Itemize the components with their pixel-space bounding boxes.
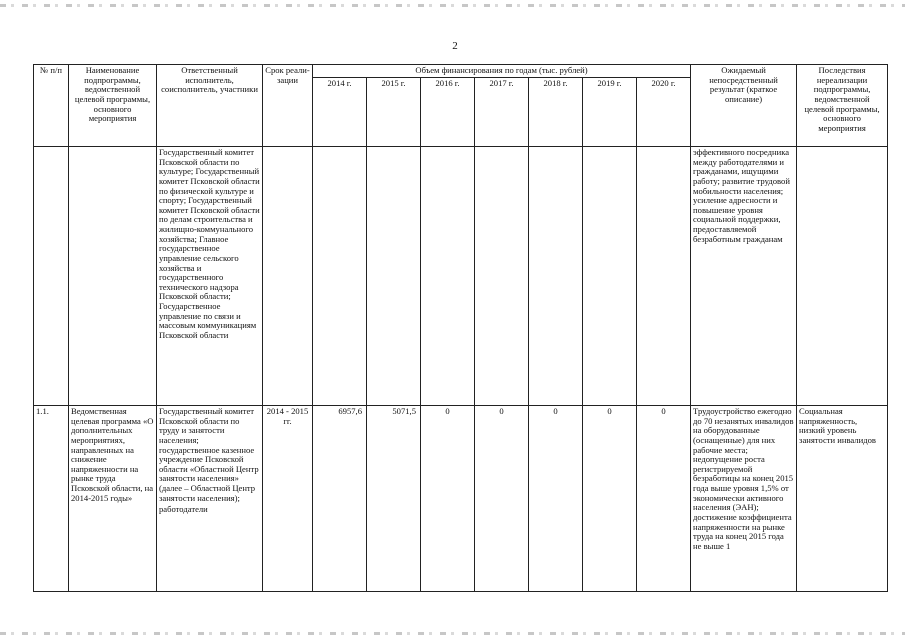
page-number: 2 (452, 40, 458, 52)
header-year: 2017 г. (475, 78, 529, 147)
cell-value (583, 147, 637, 406)
scan-edge-bottom (0, 632, 905, 635)
cell-value-2018: 0 (529, 406, 583, 592)
cell-consequences: Социальная напряженность, низкий уровень занятости инвалидов (797, 406, 888, 592)
cell-responsible (157, 406, 263, 592)
header-consequences: Последствия нереализации подпрограммы, ведомственной целевой программы, основного мероприятия (797, 65, 888, 147)
cell-num (34, 147, 69, 406)
scan-edge-top (0, 4, 905, 7)
cell-value-2017: 0 (475, 406, 529, 592)
cell-value (367, 147, 421, 406)
responsible-main: Государственный комитет Псковской области по труду и занятости населения; государственное казенное учреждение Псковской области «Областной Центр занятости населения» (далее – Областной Центр занятости населения); (159, 406, 259, 503)
header-term: Срок реали-зации (263, 65, 313, 147)
cell-value-2015: 5071,5 (367, 406, 421, 592)
financing-table (33, 64, 888, 592)
cell-num: 1.1. (34, 406, 69, 592)
header-year: 2018 г. (529, 78, 583, 147)
cell-term: 2014 - 2015 гг. (263, 406, 313, 592)
cell-value (637, 147, 691, 406)
cell-value-2019: 0 (583, 406, 637, 592)
cell-value (475, 147, 529, 406)
cell-responsible: Государственный комитет Псковской области по культуре; Государственный комитет Псковской области по физической культуре и спорту; Государственный комитет Псковской области по делам строительства и жилищно-коммунального хозяйства; Главное государственное управление сельского хозяйства и государственного технического надзора Псковской области; Государственное управление по связи и массовым коммуникациям Псковской области (157, 147, 263, 406)
header-year: 2016 г. (421, 78, 475, 147)
table-row-1-1 (34, 406, 888, 592)
cell-value-2020: 0 (637, 406, 691, 592)
header-responsible: Ответственный исполнитель, соисполнитель, участники (157, 65, 263, 147)
header-financing: Объем финансирования по годам (тыс. рублей) (313, 65, 691, 78)
table-row-continuation (34, 147, 888, 406)
cell-expected: Трудоустройство ежегодно до 70 незанятых инвалидов на оборудованные (оснащенные) для них рабочие места; недопущение роста регистрируемой безработицы на конец 2015 года выше уровня 1,5% от экономически активного населения (ЭАН); достижение коэффициента напряженности на рынке труда на конец 2015 года не выше 1 (691, 406, 797, 592)
header-expected: Ожидаемый непосредственный результат (краткое описание) (691, 65, 797, 147)
cell-expected: эффективного посредника между работодателями и гражданами, ищущими работу; развитие трудовой мобильности населения; усиление адресности и повышение уровня социальной поддержки, предоставляемой безработным гражданам (691, 147, 797, 406)
cell-term (263, 147, 313, 406)
cell-consequences (797, 147, 888, 406)
cell-value (421, 147, 475, 406)
cell-value-2016: 0 (421, 406, 475, 592)
cell-value-2014: 6957,6 (313, 406, 367, 592)
header-name: Наименование подпрограммы, ведомственной целевой программы, основного мероприятия (69, 65, 157, 147)
responsible-extra: работодатели (159, 504, 208, 515)
header-year: 2019 г. (583, 78, 637, 147)
header-year: 2014 г. (313, 78, 367, 147)
header-year: 2020 г. (637, 78, 691, 147)
cell-name: Ведомственная целевая программа «О дополнительных мероприятиях, направленных на снижение напряженности на рынке труда Псковской области, на 2014-2015 годы» (69, 406, 157, 592)
header-num: № п/п (34, 65, 69, 147)
cell-name (69, 147, 157, 406)
header-row (34, 65, 888, 78)
cell-value (529, 147, 583, 406)
header-year: 2015 г. (367, 78, 421, 147)
cell-value (313, 147, 367, 406)
